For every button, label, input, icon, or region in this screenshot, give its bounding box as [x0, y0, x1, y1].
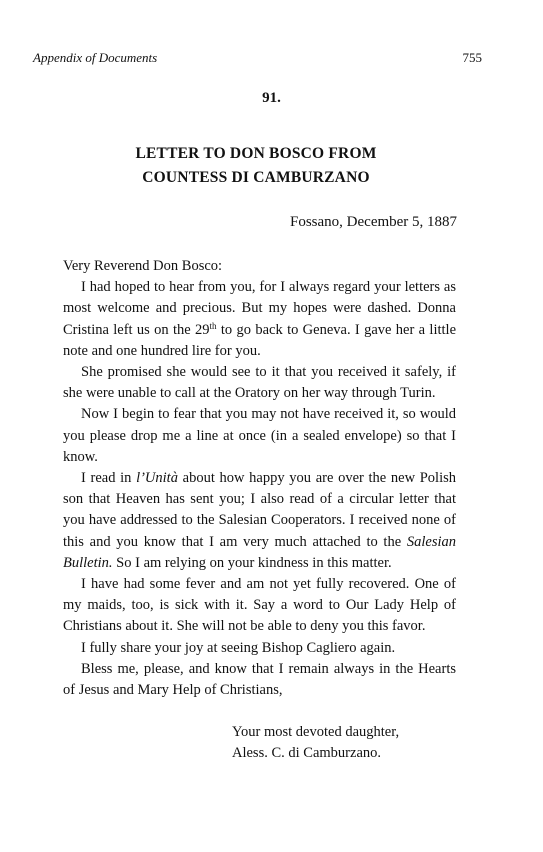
document-number: 91.	[262, 90, 281, 106]
paragraph-6: I fully share your joy at seeing Bishop Cagliero again.	[81, 639, 396, 656]
salutation: Very Reverend Don Bosco:	[63, 258, 223, 274]
paragraph-1-text-a: I had hoped to hear from you, for I always regard your letters as most welcome and precious. But my hopes were dashed. Donna Cristina left us on the 29	[63, 279, 456, 338]
document-title	[0, 142, 512, 190]
paragraph-4-text-a: I read in	[81, 470, 137, 487]
paragraph-1	[63, 277, 456, 362]
paragraph-2: She promised she would see to it that you received it safely, if she were unable to call at the Oratory on her way through Turin.	[63, 364, 456, 402]
running-head-title: Appendix of Documents	[33, 50, 158, 65]
ordinal-suffix: th	[209, 320, 217, 331]
title-line-2: COUNTESS DI CAMBURZANO	[142, 169, 370, 186]
paragraph-4-text-b: about how happy you are over the new Polish son that Heaven has sent you; I also read of a circular letter that you have addressed to the Salesian Cooperators. I received none of this and you know that I am very much attached to the	[63, 470, 456, 550]
paragraph-4-text-c: So I am relying on your kindness in this matter.	[112, 554, 392, 571]
letter-body	[63, 256, 456, 765]
publication-salesian-bulletin: Salesian Bulletin.	[63, 533, 456, 571]
paragraph-1-text-b: to go back to Geneva. I gave her a little note and one hundred lire for you.	[63, 321, 457, 359]
paragraph-5: I have had some fever and am not yet fully recovered. One of my maids, too, is sick with it. Say a word to Our Lady Help of Christians about it. She will not be able to deny you this favor.	[63, 576, 456, 635]
signature-name: Aless. C. di Camburzano.	[232, 745, 382, 762]
title-line-1: LETTER TO DON BOSCO FROM	[135, 145, 377, 162]
place-date-line: Fossano, December 5, 1887	[290, 214, 458, 230]
closing-line: Your most devoted daughter,	[232, 724, 400, 741]
publication-unita: l’Unità	[136, 470, 178, 487]
page-number: 755	[462, 50, 482, 65]
paragraph-3: Now I begin to fear that you may not have received it, so would you please drop me a line at once (in a sealed envelope) so that I know.	[63, 406, 456, 465]
paragraph-7: Bless me, please, and know that I remain always in the Hearts of Jesus and Mary Help of Christians,	[63, 660, 456, 699]
paragraph-4	[63, 468, 456, 574]
signature-block	[232, 722, 456, 764]
